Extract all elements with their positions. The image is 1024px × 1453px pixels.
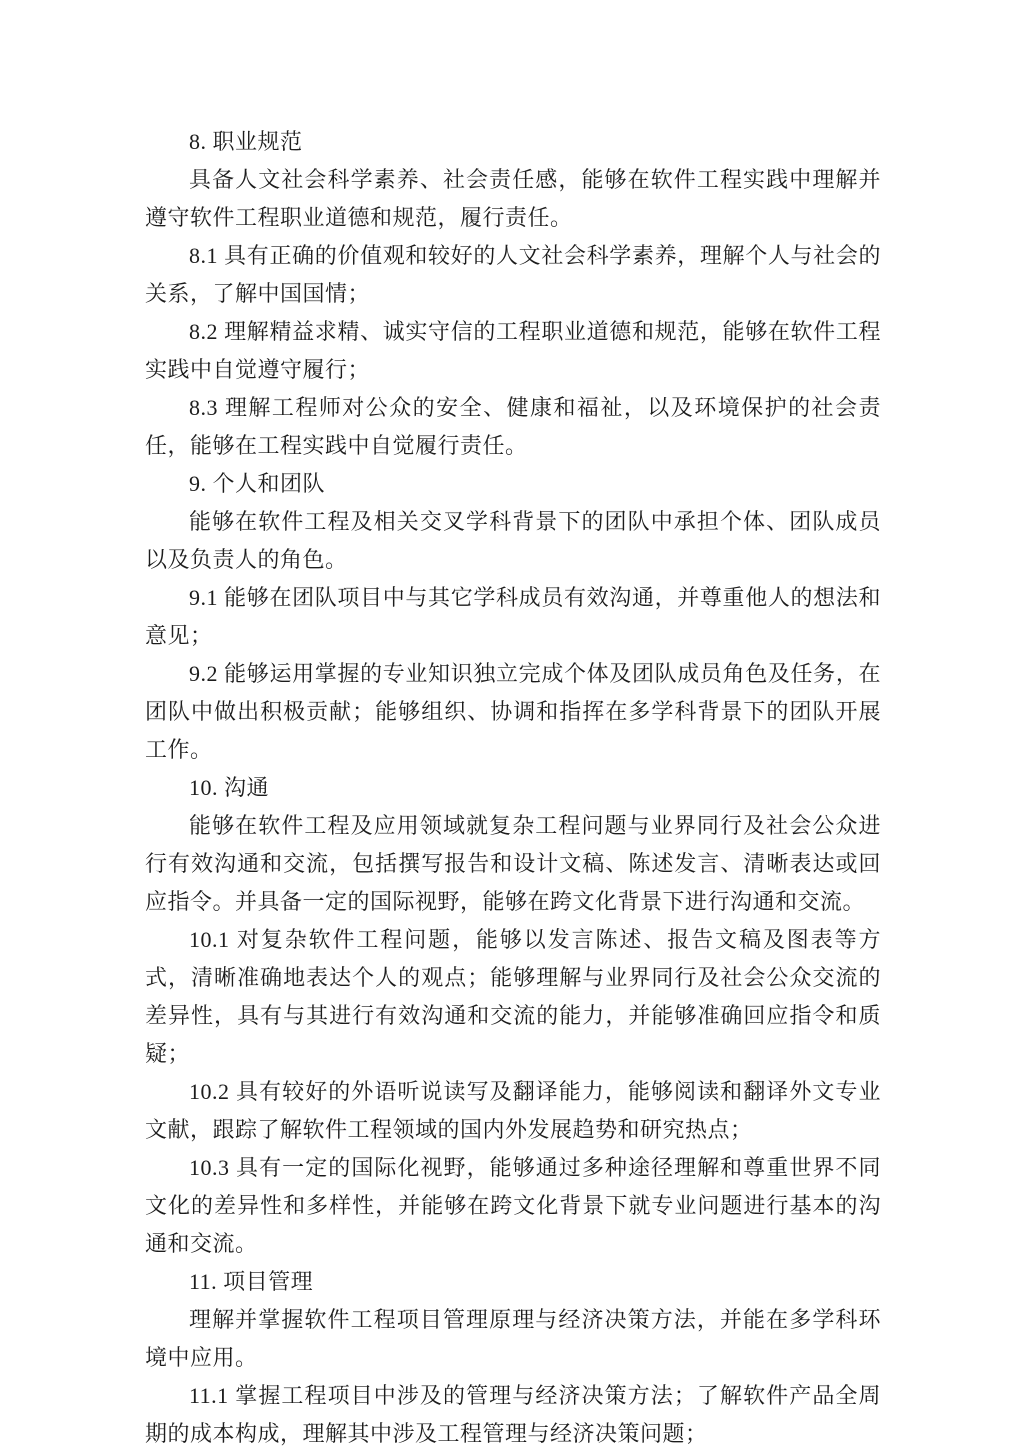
clause-10-1: 10.1 对复杂软件工程问题，能够以发言陈述、报告文稿及图表等方式，清晰准确地表达个人的观点；能够理解与业界同行及社会公众交流的差异性，具有与其进行有效沟通和交流的能力，并能够准确回应指令和质疑； [145,927,881,1066]
clause-8-1: 8.1 具有正确的价值观和较好的人文社会科学素养，理解个人与社会的关系，了解中国国情； [145,243,881,306]
section-8-heading: 8. 职业规范 [189,129,303,154]
section-9-intro: 能够在软件工程及相关交叉学科背景下的团队中承担个体、团队成员以及负责人的角色。 [145,509,881,572]
clause-10-3: 10.3 具有一定的国际化视野，能够通过多种途径理解和尊重世界不同文化的差异性和多样性，并能够在跨文化背景下就专业问题进行基本的沟通和交流。 [145,1155,881,1256]
section-11-heading: 11. 项目管理 [189,1269,314,1294]
clause-9-2: 9.2 能够运用掌握的专业知识独立完成个体及团队成员角色及任务，在团队中做出积极贡献；能够组织、协调和指挥在多学科背景下的团队开展工作。 [145,661,881,762]
section-8-professional-norms [145,123,881,465]
clause-8-2: 8.2 理解精益求精、诚实守信的工程职业道德和规范，能够在软件工程实践中自觉遵守履行； [145,319,881,382]
clause-10-2: 10.2 具有较好的外语听说读写及翻译能力，能够阅读和翻译外文专业文献，跟踪了解软件工程领域的国内外发展趋势和研究热点； [145,1079,881,1142]
clause-11-1: 11.1 掌握工程项目中涉及的管理与经济决策方法；了解软件产品全周期的成本构成，理解其中涉及工程管理与经济决策问题； [145,1383,881,1446]
section-9-heading: 9. 个人和团队 [189,471,326,496]
clause-9-1: 9.1 能够在团队项目中与其它学科成员有效沟通，并尊重他人的想法和意见； [145,585,881,648]
section-8-intro: 具备人文社会科学素养、社会责任感，能够在软件工程实践中理解并遵守软件工程职业道德和规范，履行责任。 [145,167,881,230]
clause-8-3: 8.3 理解工程师对公众的安全、健康和福祉，以及环境保护的社会责任，能够在工程实践中自觉履行责任。 [145,395,881,458]
section-11-intro: 理解并掌握软件工程项目管理原理与经济决策方法，并能在多学科环境中应用。 [145,1307,881,1370]
document-body [145,123,881,1453]
section-10-communication [145,769,881,1263]
section-9-individual-and-team [145,465,881,769]
section-11-project-management [145,1263,881,1453]
section-10-heading: 10. 沟通 [189,775,270,800]
section-10-intro: 能够在软件工程及应用领域就复杂工程问题与业界同行及社会公众进行有效沟通和交流，包括撰写报告和设计文稿、陈述发言、清晰表达或回应指令。并具备一定的国际视野，能够在跨文化背景下进行沟通和交流。 [145,813,881,914]
